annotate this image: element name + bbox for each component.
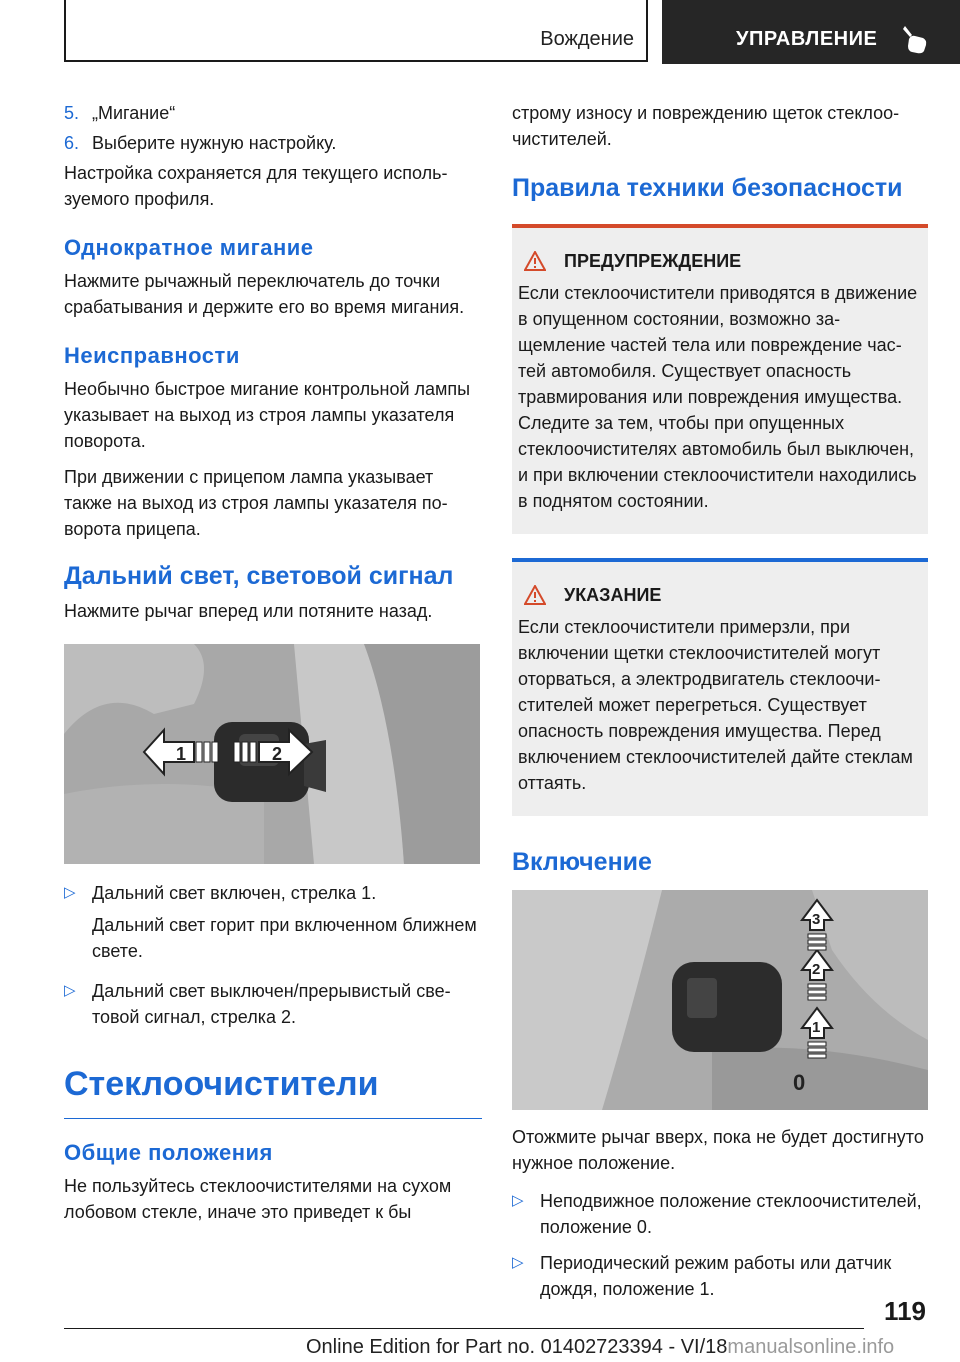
step-item — [64, 100, 482, 126]
header-chapter-tab — [662, 0, 960, 64]
footer-edition: Online Edition for Part no. 01402723394 - VI/18 — [306, 1336, 728, 1358]
fig2-label-3: 3 — [812, 911, 821, 928]
paragraph-general: Не пользуйтесь стеклоочистителями на сухом лобовом стекле, иначе это приведет к бы — [64, 1176, 452, 1222]
fig1-label-2: 2 — [272, 744, 283, 764]
heading-switch-on: Включение — [512, 848, 652, 876]
list-item-text: Неподвижное положение стеклоочистителей, положение 0. — [540, 1191, 922, 1237]
heading-single-blink: Однократное мигание — [64, 235, 314, 260]
paragraph-saved: Настройка сохраняется для текущего используемого профиля. — [64, 163, 448, 209]
header-section-title: Вождение — [540, 28, 634, 50]
page-number: 119 — [884, 1296, 926, 1326]
paragraph-high-beam: Нажмите рычаг вперед или потяните назад. — [64, 601, 433, 621]
paragraph-switch-on: Отожмите рычаг вверх, пока не будет достигнуто нужное положение. — [512, 1127, 924, 1173]
header-section-tab — [64, 0, 648, 62]
left-column — [64, 100, 482, 1225]
right-column — [512, 100, 928, 1312]
heading-safety: Правила техники безопасности — [512, 174, 903, 202]
warning-triangle-icon — [524, 251, 546, 271]
fig2-label-1: 1 — [812, 1019, 821, 1036]
heading-general: Общие положения — [64, 1140, 273, 1165]
notice-title: УКАЗАНИЕ — [564, 585, 662, 605]
footer-divider — [64, 1328, 864, 1329]
list-item-subtext: Дальний свет горит при включенном ближнем свете. — [92, 915, 477, 961]
triangle-bullet-icon: ▷ — [512, 1254, 524, 1271]
notice-box — [512, 558, 928, 816]
list-item-text: Дальний свет выключен/прерывистый световой сигнал, стрелка 2. — [92, 981, 451, 1027]
step-text: „Мигание“ — [92, 103, 176, 123]
paragraph-faults-2: При движении с прицепом лампа указывает также на выход из строя лампы указателя поворота прицепа. — [64, 467, 448, 539]
fig2-label-2: 2 — [812, 961, 821, 978]
warning-box — [512, 224, 928, 534]
notice-text: Если стеклоочистители примерзли, при включении щетки стеклоочистителей могут оторваться, а электродвигатель стеклоочистителей может перегреться. Существует опасность повреждения имущества. Перед включением стеклоочистителей дайте стеклам оттаять. — [518, 617, 913, 793]
step-number: 6. — [64, 133, 80, 153]
high-beam-lever-illustration — [64, 644, 480, 864]
notice-title-row — [518, 582, 918, 608]
steering-hand-icon — [902, 24, 928, 54]
header-chapter-title: УПРАВЛЕНИЕ — [736, 28, 878, 50]
warning-triangle-icon — [524, 585, 546, 605]
footer — [306, 1336, 894, 1359]
footer-watermark: manualsonline.info — [727, 1336, 895, 1358]
paragraph-faults-1: Необычно быстрое мигание контрольной лампы указывает на выход из строя лампы указателя поворота. — [64, 379, 471, 451]
list-item-text: Периодический режим работы или датчик дождя, положение 1. — [540, 1253, 892, 1299]
warning-title-row — [518, 248, 918, 274]
paragraph-continued: строму износу и повреждению щеток стеклоочистителей. — [512, 103, 900, 149]
warning-text: Если стеклоочистители приводятся в движение в опущенном состоянии, возможно защемление частей тела или повреждение частей автомобиля. Существует опасность травмирования или повреждения имущества. Следите за тем, чтобы при опущенных стеклоочистителях автомобиль был выключен, и при включении стеклоочистители находились в поднятом состоянии. — [518, 283, 918, 511]
triangle-bullet-icon: ▷ — [64, 982, 76, 999]
triangle-bullet-icon: ▷ — [512, 1192, 524, 1209]
list-item — [64, 880, 482, 906]
list-item — [512, 1250, 928, 1302]
triangle-bullet-icon: ▷ — [64, 884, 76, 901]
fig1-label-1: 1 — [176, 744, 187, 764]
paragraph-single-blink: Нажмите рычажный переключатель до точки срабатывания и держите его во время мигания. — [64, 271, 465, 317]
step-number: 5. — [64, 103, 80, 123]
wiper-lever-illustration — [512, 890, 928, 1110]
list-item-text: Дальний свет включен, стрелка 1. — [92, 883, 377, 903]
step-item — [64, 130, 482, 156]
heading-wipers: Стеклоочистители — [64, 1064, 482, 1119]
list-item — [64, 978, 482, 1030]
heading-faults: Неисправности — [64, 343, 240, 368]
warning-title: ПРЕДУПРЕЖДЕНИЕ — [564, 251, 742, 271]
list-item — [512, 1188, 928, 1240]
heading-high-beam: Дальний свет, световой сигнал — [64, 562, 454, 590]
fig2-label-0: 0 — [793, 1070, 806, 1095]
step-text: Выберите нужную настройку. — [92, 133, 337, 153]
